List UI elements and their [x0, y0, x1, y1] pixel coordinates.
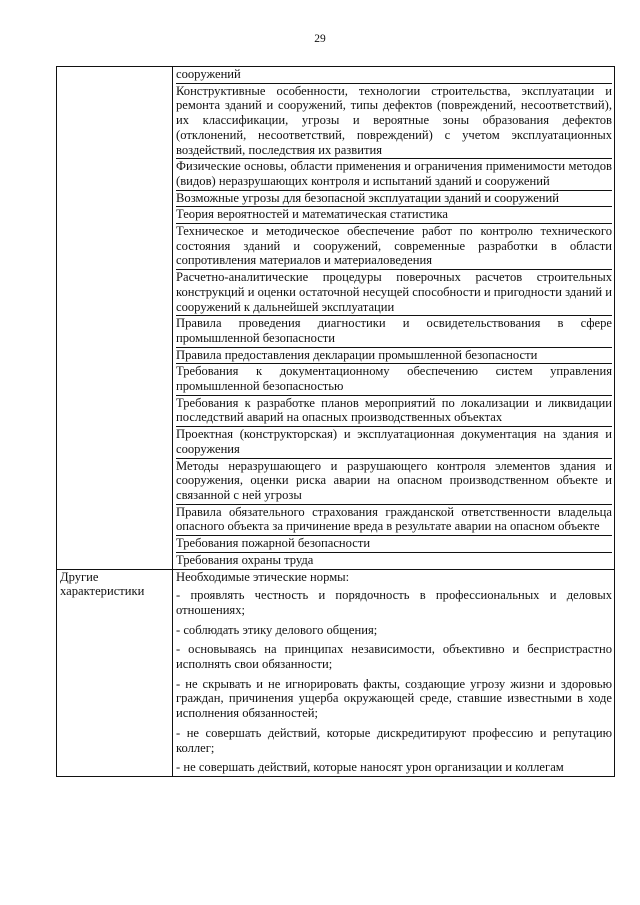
requirement-item: Требования пожарной безопасности [176, 536, 612, 553]
table-row [57, 569, 615, 776]
page-number: 29 [314, 33, 326, 45]
ethics-intro: Необходимые этические нормы: [176, 569, 350, 584]
ethics-cell [173, 569, 615, 776]
requirement-item: Правила обязательного страхования гражданской ответственности владельца опасного объекта за причинение вреда в результате аварии на опасном объекте [176, 505, 612, 536]
requirement-item: Теория вероятностей и математическая статистика [176, 207, 612, 224]
ethics-item: - соблюдать этику делового общения; [176, 622, 378, 637]
ethics-item: - основываясь на принципах независимости, объективно и беспристрастно исполнять свои обязанности; [176, 642, 612, 672]
requirement-item: Правила предоставления декларации промышленной безопасности [176, 348, 612, 365]
ethics-item: - не совершать действий, которые дискредитируют профессию и репутацию коллег; [176, 725, 612, 755]
table-row [57, 67, 615, 570]
requirement-item: Конструктивные особенности, технологии строительства, эксплуатации и ремонта зданий и сооружений, типы дефектов (повреждений, несоответствий), их классификации, угрозы и вероятные зоны образования дефектов (отклонений, несоответствий, повреждений) с учетом эксплуатационных воздействий, последствия их развития [176, 84, 612, 160]
other-characteristics-label: Другие характеристики [57, 569, 173, 776]
requirement-item: Расчетно-аналитические процедуры поверочных расчетов строительных конструкций и оценки остаточной несущей способности и пригодности зданий и сооружений к дальнейшей эксплуатации [176, 270, 612, 316]
requirement-item: Требования охраны труда [176, 552, 314, 567]
requirements-cell [173, 67, 615, 570]
ethics-item: - не скрывать и не игнорировать факты, создающие угрозу жизни и здоровью граждан, причинения ущерба окружающей среде, ставшие известными в ходе исполнения обязанностей; [176, 676, 612, 721]
requirement-item: Физические основы, области применения и ограничения применимости методов (видов) неразрушающих контроля и испытаний зданий и сооружений [176, 159, 612, 190]
requirement-item: Возможные угрозы для безопасной эксплуатации зданий и сооружений [176, 191, 612, 208]
competency-table [56, 66, 615, 777]
ethics-item: - проявлять честность и порядочность в профессиональных и деловых отношениях; [176, 588, 612, 617]
ethics-item: - не совершать действий, которые наносят урон организации и коллегам [176, 760, 564, 775]
requirement-item: сооружений [176, 67, 612, 84]
requirement-item: Методы неразрушающего и разрушающего контроля элементов здания и сооружения, оценки риска аварии на опасном производственном объекте и связанной с ней угрозы [176, 459, 612, 505]
row-label-empty [57, 67, 173, 570]
requirement-item: Требования к разработке планов мероприятий по локализации и ликвидации последствий аварий на опасных производственных объектах [176, 396, 612, 427]
requirement-item: Техническое и методическое обеспечение работ по контролю технического состояния зданий и сооружений, современные разработки в области сопротивления материалов и материаловедения [176, 224, 612, 270]
requirement-item: Проектная (конструкторская) и эксплуатационная документация на здания и сооружения [176, 427, 612, 458]
requirement-item: Правила проведения диагностики и освидетельствования в сфере промышленной безопасности [176, 316, 612, 347]
requirement-item: Требования к документационному обеспечению систем управления промышленной безопасностью [176, 364, 612, 395]
